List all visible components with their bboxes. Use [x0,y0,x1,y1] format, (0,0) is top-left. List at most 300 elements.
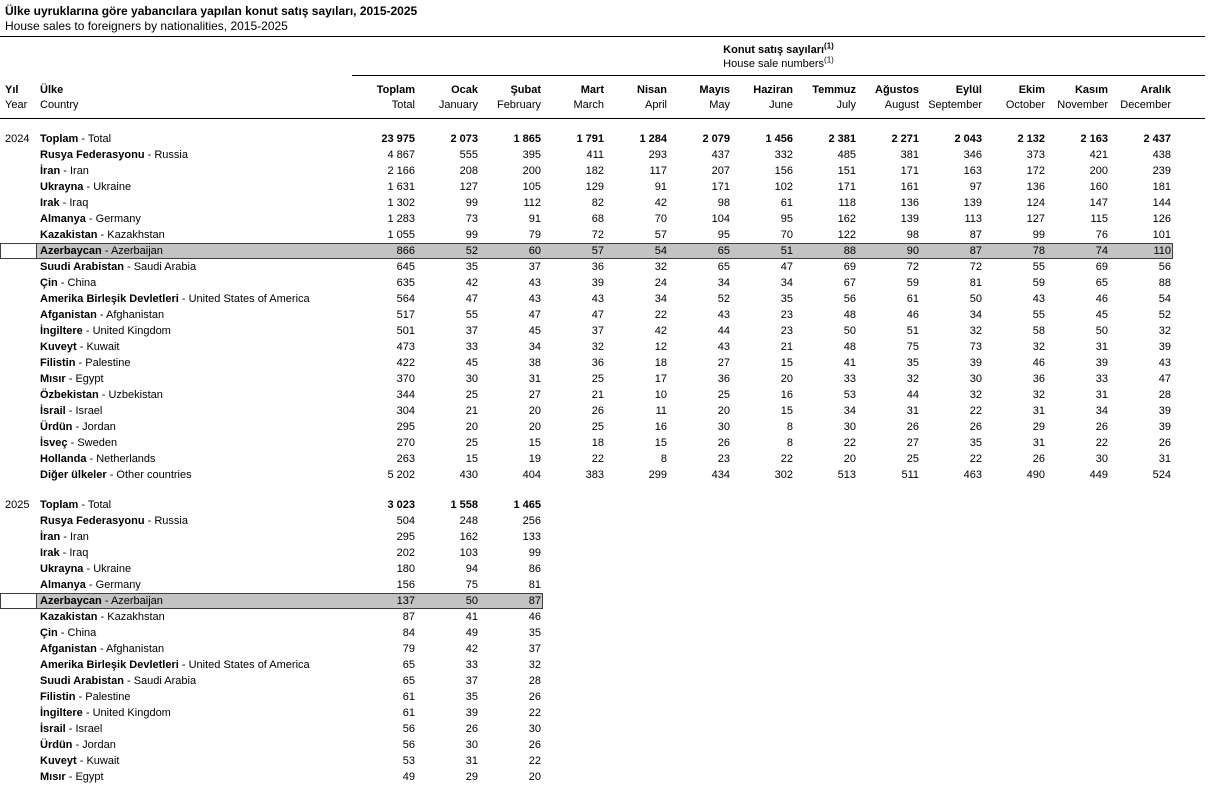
country-name-tr: İngiltere [40,707,83,719]
value-cell [1045,769,1108,785]
column-header-february [478,83,541,113]
value-cell [730,769,793,785]
table-row[interactable] [0,497,1211,513]
country-name-en: China [67,627,97,639]
value-cell: 52 [717,293,730,305]
value-cell: 65 [1095,277,1108,289]
value-cell: 31 [1095,341,1108,353]
value-cell [667,657,730,673]
value-cell: 115 [1090,213,1108,225]
table-row[interactable] [0,673,1211,689]
value-cell: 31 [528,373,541,385]
table-row[interactable] [0,387,1211,403]
year-section-2024 [0,131,1211,483]
table-row[interactable] [0,259,1211,275]
value-cell: 1 791 [576,133,604,145]
value-cell: 162 [459,531,478,543]
value-cell: 33 [1095,373,1108,385]
value-cell: 42 [654,197,667,209]
value-cell: 48 [843,309,856,321]
table-row[interactable] [0,419,1211,435]
value-cell: 59 [1032,277,1045,289]
column-header-country-tr: Ülke [40,84,64,96]
value-cell [856,529,919,545]
value-cell: 1 055 [387,229,415,241]
value-cell [667,593,730,609]
country-cell [38,689,352,705]
value-cell [730,657,793,673]
year-cell [0,705,38,721]
value-cell [1045,657,1108,673]
column-header-en: January [438,99,478,111]
value-cell: 87 [402,611,415,623]
footnote-marker: (1) [824,55,834,65]
value-cell: 2 132 [1017,133,1045,145]
value-cell [541,513,604,529]
value-cell: 46 [1032,357,1045,369]
table-row[interactable] [0,243,1211,259]
value-cell: 30 [969,373,982,385]
value-cell: 19 [528,453,541,465]
value-cell: 97 [969,181,982,193]
value-cell [667,529,730,545]
country-separator: - [97,229,108,241]
value-cell [541,609,604,625]
value-cell: 36 [591,357,604,369]
value-cell: 30 [1095,453,1108,465]
year-cell [0,529,38,545]
country-separator: - [75,691,86,703]
table-row[interactable] [0,513,1211,529]
country-separator: - [144,149,155,161]
value-cell: 2 166 [387,165,415,177]
value-cell: 29 [465,771,478,783]
column-header-tr: Mayıs [699,84,730,96]
value-cell [982,705,1045,721]
value-cell [919,737,982,753]
country-cell [38,451,352,467]
table-row[interactable] [0,689,1211,705]
value-cell [541,529,604,545]
year-cell [0,243,38,259]
value-cell [1108,529,1171,545]
table-row[interactable] [0,435,1211,451]
value-cell: 22 [654,309,667,321]
value-cell: 46 [906,309,919,321]
value-cell [667,689,730,705]
table-row[interactable] [0,339,1211,355]
value-cell: 129 [585,181,604,193]
value-cell: 524 [1152,469,1171,481]
value-cell: 8 [786,421,793,433]
footnote-marker: (1) [824,41,834,51]
country-name-tr: Ukrayna [40,563,84,575]
table-row[interactable] [0,307,1211,323]
value-cell: 3 023 [387,499,415,511]
value-cell: 202 [396,547,415,559]
value-cell: 36 [1032,373,1045,385]
value-cell: 91 [654,181,667,193]
value-cell [1045,625,1108,641]
value-cell: 49 [465,627,478,639]
value-cell [793,705,856,721]
value-cell: 94 [465,563,478,575]
value-cell [730,753,793,769]
value-cell: 304 [396,405,415,417]
value-cell [604,625,667,641]
year-cell [0,387,38,403]
value-cell [919,577,982,593]
column-header-en: June [769,99,793,111]
value-cell: 39 [969,357,982,369]
country-name-en: Saudi Arabia [133,261,197,273]
country-name-en: Israel [75,723,103,735]
country-separator: - [123,675,134,687]
table-row[interactable] [0,705,1211,721]
value-cell: 473 [396,341,415,353]
country-name-en: Russia [154,149,188,161]
year-cell [0,211,38,227]
value-cell: 37 [591,325,604,337]
country-name-tr: Mısır [40,373,66,385]
country-name-tr: Rusya Federasyonu [40,515,145,527]
country-separator: - [72,421,83,433]
value-cell [856,705,919,721]
table-row[interactable] [0,769,1211,785]
value-cell [667,705,730,721]
value-cell [1045,609,1108,625]
country-name-en: Kazakhstan [107,229,165,241]
country-separator: - [83,181,94,193]
country-name-en: Palestine [85,691,131,703]
value-cell: 22 [1095,437,1108,449]
value-cell [793,721,856,737]
table-row[interactable] [0,195,1211,211]
value-cell: 2 381 [828,133,856,145]
country-cell [38,131,352,147]
value-cell [667,737,730,753]
column-header-en: February [496,99,541,111]
value-cell: 156 [774,165,793,177]
year-cell [0,355,38,371]
value-cell: 36 [591,261,604,273]
year-cell [0,339,38,355]
value-cell: 99 [528,547,541,559]
country-cell [38,721,352,737]
year-cell [0,403,38,419]
value-cell: 57 [591,245,604,257]
column-header-en: May [709,99,730,111]
value-cell: 32 [528,659,541,671]
column-header-year-en: Year [5,99,28,111]
value-cell: 45 [1095,309,1108,321]
table-row[interactable] [0,163,1211,179]
value-cell: 160 [1089,181,1108,193]
value-cell: 43 [591,293,604,305]
value-cell [793,689,856,705]
value-cell: 52 [465,245,478,257]
year-cell [0,673,38,689]
value-cell: 295 [396,421,415,433]
table-row[interactable] [0,561,1211,577]
table-row[interactable] [0,657,1211,673]
value-cell: 32 [1032,341,1045,353]
country-separator: - [60,531,70,543]
value-cell [1045,497,1108,513]
table-row[interactable] [0,529,1211,545]
column-header-tr: Eylül [955,84,982,96]
value-cell [667,721,730,737]
value-cell: 299 [648,469,667,481]
value-cell [1045,689,1108,705]
value-cell [730,625,793,641]
country-cell [38,307,352,323]
table-row[interactable] [0,625,1211,641]
value-cell: 20 [465,421,478,433]
value-cell: 122 [837,229,856,241]
value-cell: 31 [1095,389,1108,401]
table-row[interactable] [0,211,1211,227]
value-cell [982,593,1045,609]
value-cell [919,625,982,641]
value-cell [1108,737,1171,753]
value-cell [604,545,667,561]
value-cell: 87 [969,245,982,257]
country-separator: - [72,739,83,751]
value-cell: 295 [396,531,415,543]
country-name-tr: Kazakistan [40,611,98,623]
value-cell [604,705,667,721]
value-cell: 69 [843,261,856,273]
value-cell: 263 [396,453,415,465]
value-cell [856,737,919,753]
country-cell [38,467,352,483]
value-cell: 15 [465,453,478,465]
value-cell: 56 [843,293,856,305]
value-cell: 56 [402,739,415,751]
value-cell: 30 [465,373,478,385]
value-cell [667,673,730,689]
country-separator: - [78,499,88,511]
column-header-country-en: Country [40,99,79,111]
table-row[interactable] [0,323,1211,339]
country-separator: - [75,357,86,369]
value-cell [919,561,982,577]
value-cell [919,721,982,737]
country-separator: - [101,595,111,607]
year-cell [0,721,38,737]
value-cell: 42 [465,643,478,655]
value-cell: 87 [969,229,982,241]
table-row[interactable] [0,403,1211,419]
value-cell: 18 [591,437,604,449]
value-cell: 293 [648,149,667,161]
value-cell [604,593,667,609]
value-cell: 33 [465,659,478,671]
table-row[interactable] [0,275,1211,291]
table-row[interactable] [0,593,1211,609]
value-cell: 88 [843,245,856,257]
value-cell: 635 [396,277,415,289]
value-cell [604,577,667,593]
value-cell: 26 [591,405,604,417]
country-cell [38,387,352,403]
year-cell [0,737,38,753]
country-name-en: Kuwait [86,341,120,353]
value-cell: 70 [780,229,793,241]
table-row[interactable] [0,721,1211,737]
value-cell: 112 [523,197,541,209]
value-cell: 22 [969,453,982,465]
value-cell: 27 [528,389,541,401]
country-name-en: United Kingdom [92,325,171,337]
value-cell: 449 [1089,469,1108,481]
year-cell [0,467,38,483]
country-name-en: Kazakhstan [107,611,165,623]
value-cell: 32 [1158,325,1171,337]
value-cell: 98 [906,229,919,241]
value-cell: 91 [528,213,541,225]
value-cell: 50 [1095,325,1108,337]
value-cell [541,769,604,785]
country-name-en: Afghanistan [106,643,165,655]
table-row[interactable] [0,609,1211,625]
country-cell [38,435,352,451]
value-cell [1108,513,1171,529]
value-cell: 645 [396,261,415,273]
value-cell: 31 [906,405,919,417]
value-cell [1108,689,1171,705]
value-cell [856,593,919,609]
value-cell [667,753,730,769]
value-cell: 490 [1026,469,1045,481]
country-separator: - [98,389,109,401]
value-cell: 95 [717,229,730,241]
value-cell: 501 [396,325,415,337]
value-cell: 32 [591,341,604,353]
table-row[interactable] [0,641,1211,657]
value-cell: 30 [717,421,730,433]
country-name-tr: Kuveyt [40,755,77,767]
country-cell [38,561,352,577]
value-cell: 200 [522,165,541,177]
value-cell: 1 465 [513,499,541,511]
value-cell: 60 [528,245,541,257]
value-cell: 17 [654,373,667,385]
value-cell [856,689,919,705]
table-row[interactable] [0,147,1211,163]
value-cell [1108,657,1171,673]
country-name-tr: Irak [40,197,60,209]
table-row[interactable] [0,131,1211,147]
table-row[interactable] [0,753,1211,769]
value-cell: 113 [964,213,982,225]
table-row[interactable] [0,371,1211,387]
country-name-en: Iraq [69,547,89,559]
column-header-en: October [1005,99,1045,111]
value-cell: 411 [586,149,604,161]
value-cell [856,753,919,769]
country-name-tr: Mısır [40,771,66,783]
country-name-en: Afghanistan [106,309,165,321]
value-cell: 144 [1152,197,1171,209]
value-cell [793,737,856,753]
country-name-tr: Rusya Federasyonu [40,149,145,161]
year-cell [0,275,38,291]
value-cell: 32 [969,389,982,401]
table-row[interactable] [0,451,1211,467]
table-row[interactable] [0,291,1211,307]
table-row[interactable] [0,545,1211,561]
value-cell [541,593,604,609]
value-cell [919,641,982,657]
column-header-september [919,83,982,113]
table-row[interactable] [0,467,1211,483]
value-cell: 59 [906,277,919,289]
country-separator: - [101,245,111,257]
table-row[interactable] [0,577,1211,593]
value-cell [919,753,982,769]
value-cell: 35 [969,437,982,449]
value-cell: 37 [528,643,541,655]
value-cell [1108,609,1171,625]
table-row[interactable] [0,355,1211,371]
value-cell: 34 [1095,405,1108,417]
value-cell: 70 [654,213,667,225]
table-row[interactable] [0,737,1211,753]
value-cell: 31 [1158,453,1171,465]
value-cell: 39 [1158,405,1171,417]
country-name-en: Jordan [82,739,116,751]
value-cell: 99 [465,197,478,209]
value-cell [982,657,1045,673]
value-cell: 139 [900,213,919,225]
value-cell [982,625,1045,641]
value-cell: 35 [465,261,478,273]
country-cell [38,529,352,545]
country-cell [38,291,352,307]
value-cell: 381 [900,149,919,161]
value-cell: 61 [402,707,415,719]
year-cell [0,259,38,275]
country-name-en: United States of America [188,659,310,671]
column-header-en: December [1120,99,1171,111]
country-separator: - [76,755,87,767]
country-name-tr: İsveç [40,437,68,449]
value-cell: 1 302 [387,197,415,209]
value-cell [982,721,1045,737]
column-header-may [667,83,730,113]
value-cell [919,593,982,609]
value-cell: 75 [906,341,919,353]
country-name-tr: Özbekistan [40,389,99,401]
value-cell [541,657,604,673]
value-cell: 65 [402,659,415,671]
value-cell [1045,561,1108,577]
table-row[interactable] [0,179,1211,195]
value-cell: 26 [717,437,730,449]
value-cell [730,561,793,577]
country-cell [38,609,352,625]
value-cell: 90 [906,245,919,257]
country-name-tr: Ukrayna [40,181,84,193]
value-cell: 31 [1032,405,1045,417]
value-cell [604,721,667,737]
table-row[interactable] [0,227,1211,243]
value-cell [730,641,793,657]
value-cell: 67 [843,277,856,289]
column-header-july [793,83,856,113]
